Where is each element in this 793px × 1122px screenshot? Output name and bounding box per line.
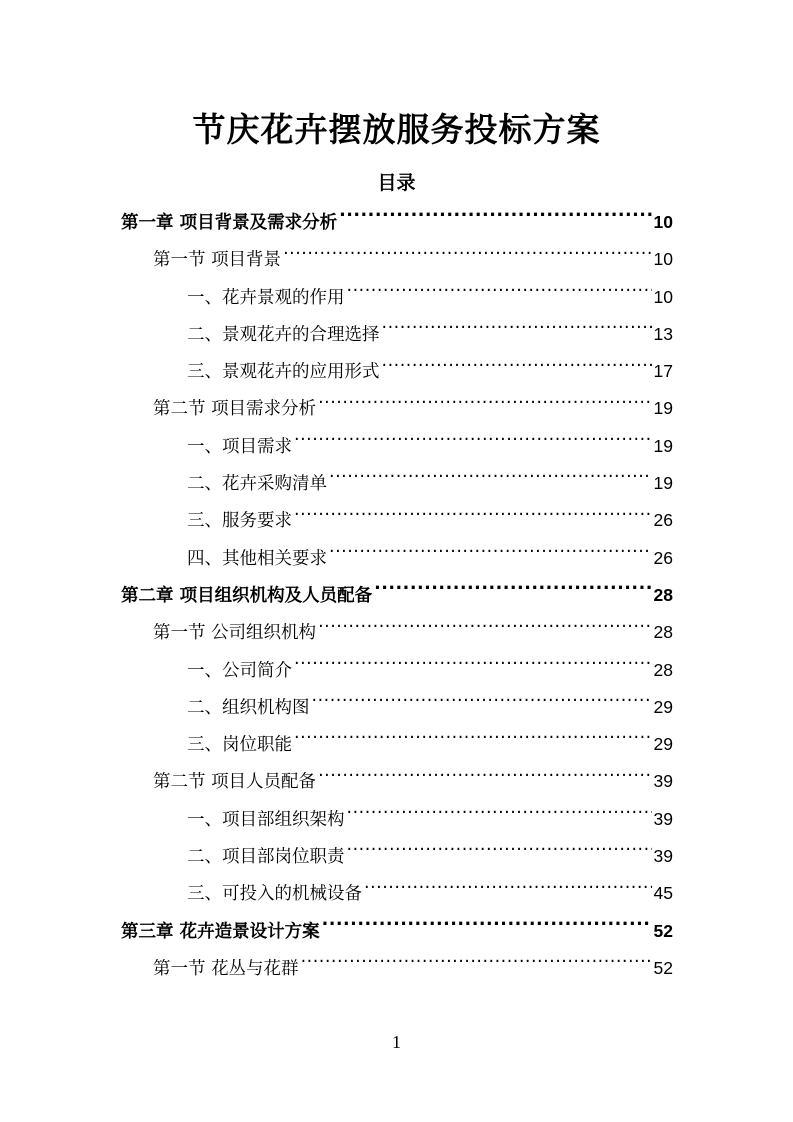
dot-leader bbox=[347, 845, 652, 863]
toc-entry-label: 二、组织机构图 bbox=[187, 697, 310, 718]
toc-entry-label: 一、公司简介 bbox=[187, 660, 292, 681]
toc-entry-item[interactable] bbox=[121, 502, 673, 539]
toc-entry-label: 第三章 花卉造景设计方案 bbox=[121, 921, 320, 942]
document-title: 节庆花卉摆放服务投标方案 bbox=[192, 110, 601, 149]
toc-entry-label: 二、花卉采购清单 bbox=[187, 474, 327, 495]
toc-entry-label: 二、景观花卉的合理选择 bbox=[187, 324, 380, 345]
dot-leader bbox=[294, 733, 652, 751]
toc-entry-label: 第二节 项目人员配备 bbox=[153, 772, 317, 793]
toc-entry-page: 13 bbox=[653, 323, 673, 344]
toc-entry-page: 52 bbox=[653, 920, 673, 941]
dot-leader bbox=[347, 285, 652, 303]
dot-leader bbox=[301, 956, 652, 974]
dot-leader bbox=[318, 770, 651, 788]
dot-leader bbox=[382, 360, 652, 378]
toc-entry-page: 39 bbox=[653, 808, 673, 829]
dot-leader bbox=[322, 919, 652, 937]
dot-leader bbox=[294, 658, 652, 676]
toc-entry-page: 28 bbox=[653, 584, 673, 605]
toc-entry-section-2-1[interactable] bbox=[121, 614, 673, 651]
dot-leader bbox=[347, 807, 652, 825]
dot-leader bbox=[329, 546, 652, 564]
toc-entry-label: 一、项目部组织架构 bbox=[187, 809, 345, 830]
toc-entry-page: 26 bbox=[653, 547, 673, 568]
toc-entry-label: 四、其他相关要求 bbox=[187, 548, 327, 569]
toc-entry-chapter-2[interactable] bbox=[121, 577, 673, 614]
toc-entry-page: 29 bbox=[653, 734, 673, 755]
dot-leader bbox=[364, 882, 652, 900]
toc-entry-label: 第一章 项目背景及需求分析 bbox=[121, 213, 338, 233]
toc-entry-item[interactable] bbox=[121, 428, 673, 465]
dot-leader bbox=[329, 472, 652, 490]
toc-entry-label: 第一节 项目背景 bbox=[153, 250, 282, 271]
toc-entry-page: 29 bbox=[653, 696, 673, 717]
dot-leader bbox=[312, 695, 652, 713]
table-of-contents bbox=[121, 204, 673, 987]
toc-entry-item[interactable] bbox=[121, 316, 673, 353]
toc-entry-item[interactable] bbox=[121, 353, 673, 390]
toc-entry-page: 28 bbox=[653, 659, 673, 680]
toc-entry-page: 39 bbox=[653, 846, 673, 867]
toc-entry-section-1-1[interactable] bbox=[121, 241, 673, 278]
toc-entry-label: 第二节 项目需求分析 bbox=[153, 399, 317, 420]
toc-entry-item[interactable] bbox=[121, 465, 673, 502]
toc-entry-label: 三、景观花卉的应用形式 bbox=[187, 362, 380, 383]
toc-entry-item[interactable] bbox=[121, 279, 673, 316]
toc-entry-label: 第一节 公司组织机构 bbox=[153, 623, 317, 644]
toc-entry-section-2-2[interactable] bbox=[121, 763, 673, 800]
toc-entry-page: 26 bbox=[653, 510, 673, 531]
dot-leader bbox=[283, 248, 651, 266]
dot-leader bbox=[374, 583, 651, 601]
toc-entry-page: 52 bbox=[653, 957, 673, 978]
toc-entry-page: 39 bbox=[653, 771, 673, 792]
dot-leader bbox=[318, 621, 651, 639]
toc-entry-page: 19 bbox=[653, 435, 673, 456]
dot-leader bbox=[339, 211, 651, 229]
toc-entry-item[interactable] bbox=[121, 652, 673, 689]
toc-entry-item[interactable] bbox=[121, 689, 673, 726]
toc-entry-section-1-2[interactable] bbox=[121, 390, 673, 427]
toc-entry-page: 19 bbox=[653, 473, 673, 494]
toc-entry-page: 28 bbox=[653, 622, 673, 643]
toc-entry-label: 第一节 花丛与花群 bbox=[153, 958, 299, 979]
toc-entry-page: 10 bbox=[653, 212, 673, 232]
toc-entry-page: 10 bbox=[653, 286, 673, 307]
toc-entry-item[interactable] bbox=[121, 875, 673, 912]
toc-entry-label: 三、可投入的机械设备 bbox=[187, 884, 362, 905]
toc-entry-page: 19 bbox=[653, 398, 673, 419]
toc-entry-section-3-1[interactable] bbox=[121, 950, 673, 987]
toc-entry-page: 10 bbox=[653, 249, 673, 270]
toc-entry-label: 二、项目部岗位职责 bbox=[187, 847, 345, 868]
toc-entry-item[interactable] bbox=[121, 726, 673, 763]
toc-entry-page: 17 bbox=[653, 361, 673, 382]
page-number: 1 bbox=[392, 1032, 401, 1052]
toc-entry-page: 45 bbox=[653, 883, 673, 904]
dot-leader bbox=[294, 434, 652, 452]
dot-leader bbox=[294, 509, 652, 527]
toc-entry-item[interactable] bbox=[121, 540, 673, 577]
toc-entry-item[interactable] bbox=[121, 838, 673, 875]
toc-entry-chapter-1[interactable] bbox=[121, 204, 673, 241]
toc-entry-label: 三、岗位职能 bbox=[187, 735, 292, 756]
toc-entry-label: 第二章 项目组织机构及人员配备 bbox=[121, 585, 373, 606]
dot-leader bbox=[318, 397, 651, 415]
dot-leader bbox=[382, 322, 652, 340]
toc-entry-label: 一、花卉景观的作用 bbox=[187, 287, 345, 308]
toc-entry-chapter-3[interactable] bbox=[121, 913, 673, 950]
toc-entry-label: 三、服务要求 bbox=[187, 511, 292, 532]
toc-entry-item[interactable] bbox=[121, 801, 673, 838]
toc-entry-label: 一、项目需求 bbox=[187, 436, 292, 457]
toc-heading: 目录 bbox=[377, 172, 416, 194]
